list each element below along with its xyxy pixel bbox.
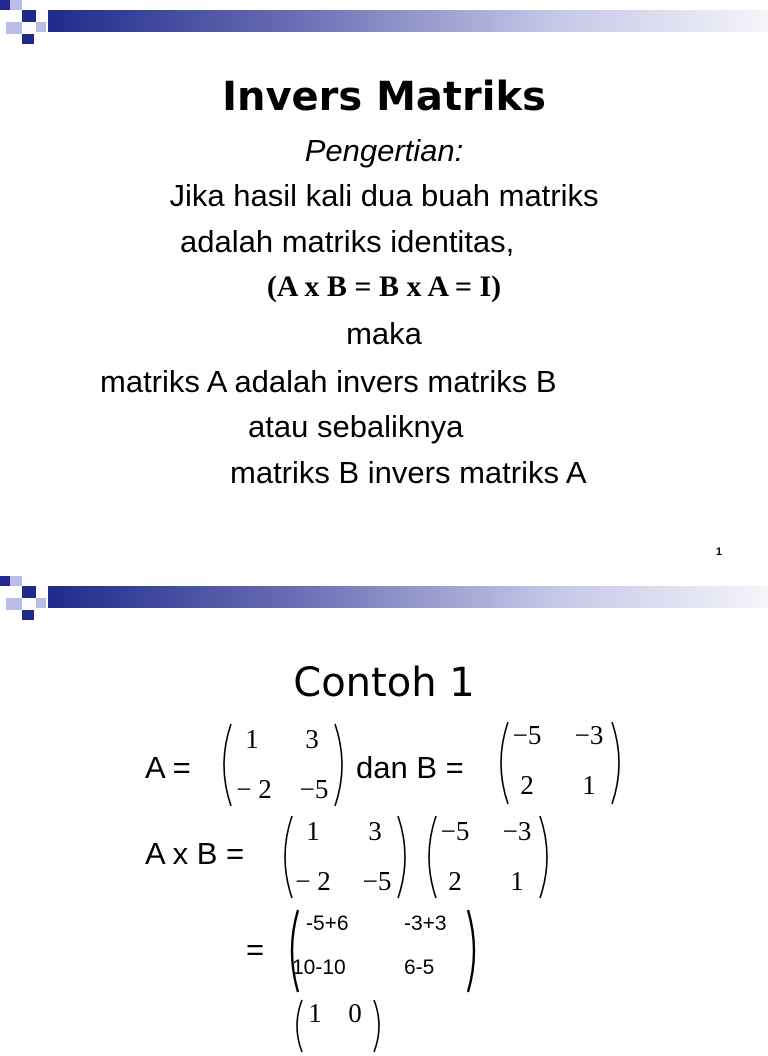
matrix-cell: 3 [305,724,319,754]
matrix-cell: 1 [306,816,320,846]
matrix-cell: -3+3 [404,912,447,935]
matrix-cell: −5 [299,774,329,804]
header-gradient-bar [48,10,768,32]
label-dan-b: dan B = [356,750,464,785]
header-square [36,22,46,32]
matrix-result-partial [290,996,390,1056]
header-square [22,610,34,620]
header-square [0,0,10,10]
matrix-product-expression [284,906,484,996]
label-equals: = [246,932,265,967]
matrix-cell: − 2 [295,866,331,896]
matrix-cell: −5 [362,866,392,896]
header-square [6,598,22,610]
slide-header-decoration [0,572,768,622]
matrix-cell: 1 [582,770,596,800]
matrix-cell: 2 [448,866,462,896]
slide-2 [0,572,768,1028]
definition-line-1: Jika hasil kali dua buah matriks [169,178,599,213]
matrix-cell: 0 [348,998,362,1028]
definition-line-5: atau sebaliknya [248,409,464,444]
slide-title: Contoh 1 [293,660,475,706]
matrix-cell: 1 [245,724,259,754]
matrix-cell: −5 [440,816,470,846]
header-square [6,22,22,34]
matrix-cell: 3 [368,816,382,846]
matrix-a [215,720,351,810]
header-gradient-bar [48,586,768,608]
matrix-cell: 6-5 [404,956,435,979]
matrix-cell: − 2 [236,774,272,804]
definition-formula: (A x B = B x A = I) [266,270,502,303]
page-number: 1 [715,546,722,558]
matrix-b-copy [422,812,554,902]
matrix-cell: −3 [574,720,604,750]
header-square [36,598,46,608]
label-a: A = [145,750,191,785]
matrix-cell: −5 [512,720,542,750]
slide-title: Invers Matriks [222,74,546,120]
definition-line-6: matriks B invers matriks A [230,455,587,490]
matrix-cell: -5+6 [306,912,349,935]
matrix-cell: 2 [520,770,534,800]
header-square [22,586,36,598]
matrix-b [494,718,626,808]
header-square [0,576,10,586]
subtitle: Pengertian: [304,133,464,168]
matrix-cell: −3 [502,816,532,846]
matrix-a-copy [278,812,412,902]
header-square [22,34,34,44]
definition-line-2: adalah matriks identitas, [180,224,515,259]
matrix-cell: 1 [308,998,322,1028]
definition-line-4: matriks A adalah invers matriks B [100,364,557,399]
slide-header-decoration [0,0,768,50]
header-square [22,10,36,22]
matrix-cell: 10-10 [292,956,346,979]
header-square [10,576,22,586]
matrix-cell: 1 [510,866,524,896]
definition-line-3: maka [346,316,422,351]
label-axb: A x B = [145,836,245,871]
header-square [10,0,22,10]
